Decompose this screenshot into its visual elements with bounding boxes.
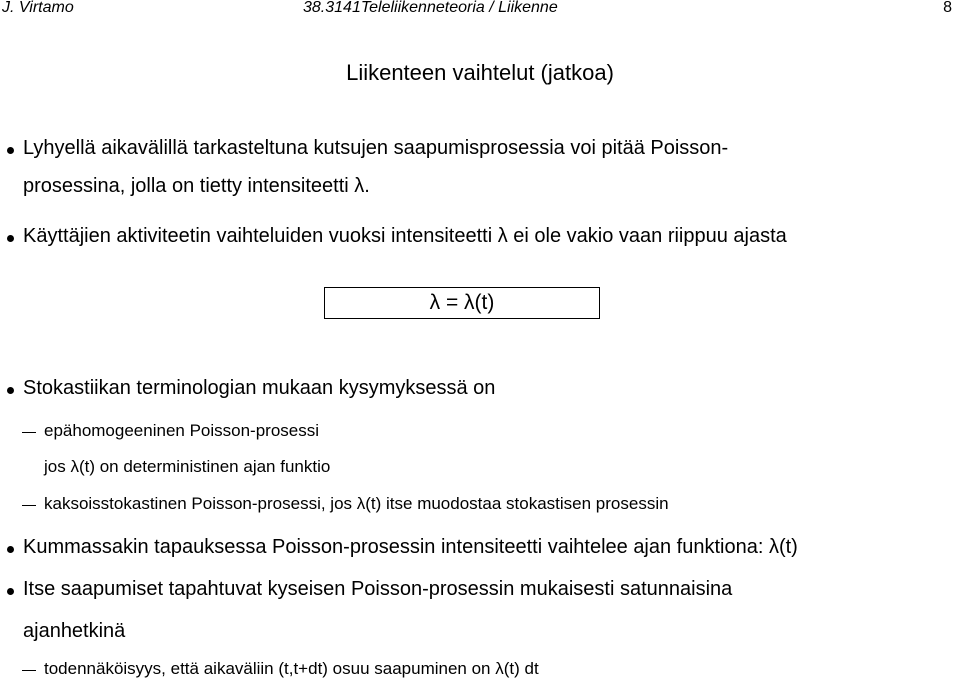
sub-item-2: kaksoisstokastinen Poisson-prosessi, jos λ(t) itse muodostaa stokastisen prosessin (44, 494, 669, 513)
header-course: 38.3141Teleliikenneteoria / Liikenne (303, 0, 558, 16)
bullet1-line1: Lyhyellä aikavälillä tarkasteltuna kutsujen saapumisprosessia voi pitää Poisson- (23, 137, 729, 159)
sub-item-1-line2: jos λ(t) on deterministinen ajan funktio (44, 457, 331, 476)
page-header (0, 0, 960, 18)
header-page-number: 8 (943, 0, 952, 16)
bullet1-line2: prosessina, jolla on tietty intensiteetti λ. (23, 175, 370, 197)
bullet-marker (7, 546, 14, 553)
bullet5-line2: ajanhetkinä (23, 620, 126, 642)
dash-marker (22, 432, 36, 433)
bullet-marker (7, 387, 14, 394)
bullet3-text: Stokastiikan terminologian mukaan kysymyksessä on (23, 377, 496, 399)
bullet5-sub-item: todennäköisyys, että aikaväliin (t,t+dt) osuu saapuminen on λ(t) dt (44, 659, 539, 678)
header-author: J. Virtamo (2, 0, 74, 16)
bullet2-text: Käyttäjien aktiviteetin vaihteluiden vuoksi intensiteetti λ ei ole vakio vaan riippuu ajasta (23, 225, 787, 247)
bullet4-text: Kummassakin tapauksessa Poisson-prosessin intensiteetti vaihtelee ajan funktiona: λ(t) (23, 536, 798, 558)
slide-title: Liikenteen vaihtelut (jatkoa) (346, 60, 614, 85)
formula-box: λ = λ(t) (324, 287, 600, 319)
sub-item-1-line1: epähomogeeninen Poisson-prosessi (44, 421, 320, 440)
bullet5-line1: Itse saapumiset tapahtuvat kyseisen Poisson-prosessin mukaisesti satunnaisina (23, 578, 733, 600)
dash-marker (22, 505, 36, 506)
bullet-marker (7, 588, 14, 595)
bullet-marker (7, 147, 14, 154)
dash-marker (22, 670, 36, 671)
bullet-marker (7, 235, 14, 242)
